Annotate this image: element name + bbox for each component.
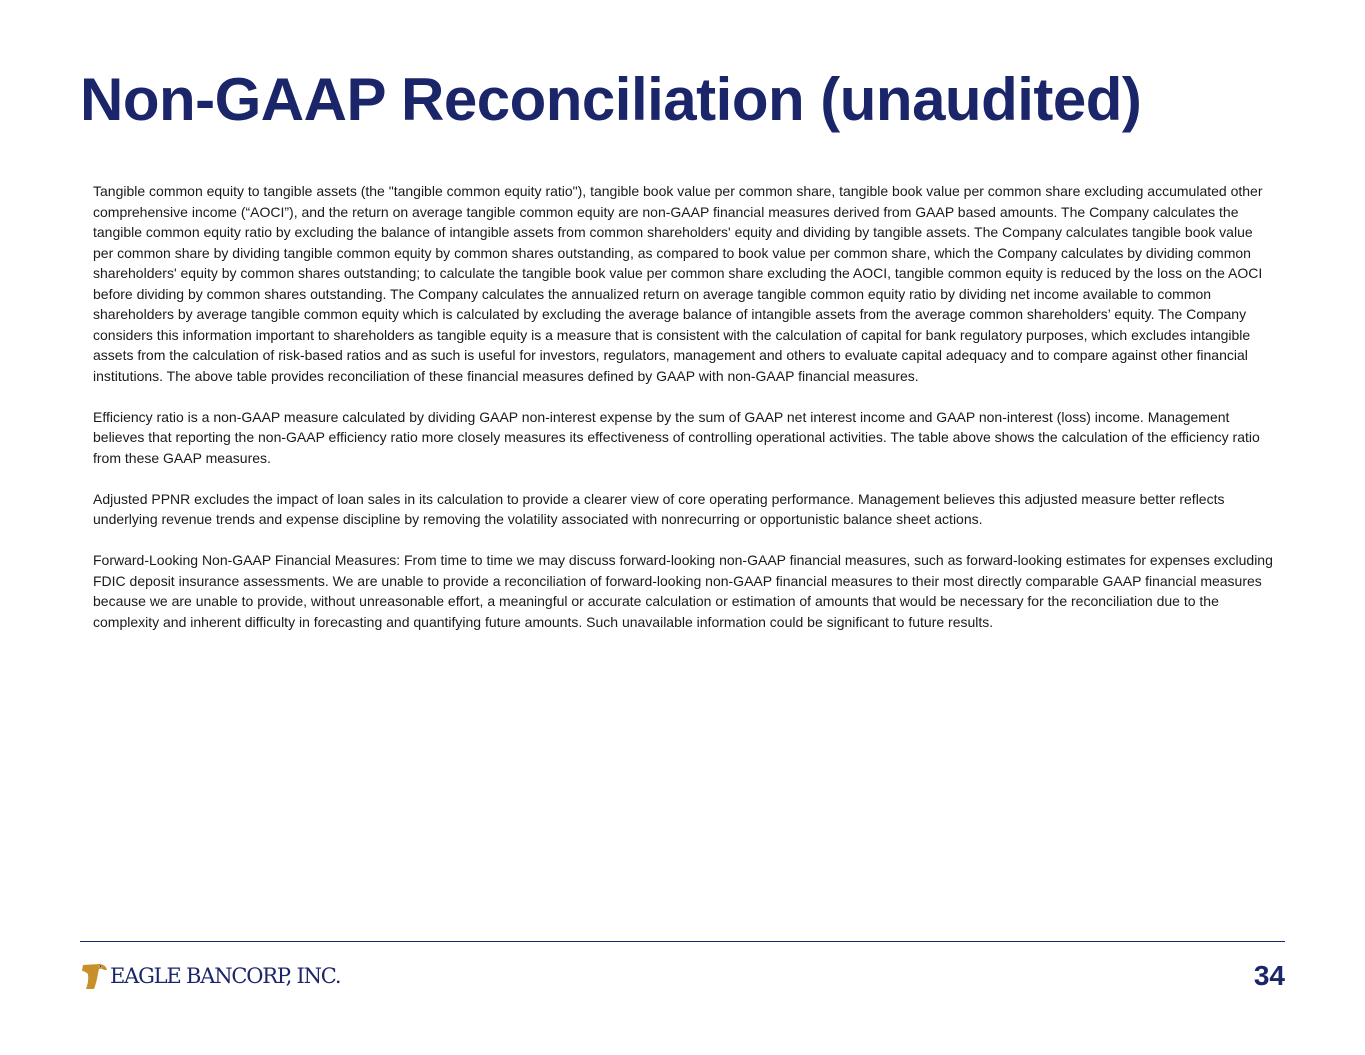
paragraph-tangible-equity: Tangible common equity to tangible assets (the "tangible common equity ratio"), tangible book value per common share, tangible book value per common share excluding accumulated other comprehensive income (“AOCI”), and the return on average tangible common equity are non-GAAP financial measures derived from GAAP based amounts. The Company calculates the tangible common equity ratio by excluding the balance of intangible assets from common shareholders' equity and dividing by tangible assets. The Company calculates tangible book value per common share by dividing tangible common equity by common shares outstanding, as compared to book value per common share, which the Company calculates by dividing common shareholders' equity by common shares outstanding; to calculate the tangible book value per common share excluding the AOCI, tangible common equity is reduced by the loss on the AOCI before dividing by common shares outstanding. The Company calculates the annualized return on average tangible common equity ratio by dividing net income available to common shareholders by average tangible common equity which is calculated by excluding the average balance of intangible assets from the average common shareholders’ equity. The Company considers this information important to shareholders as tangible equity is a measure that is consistent with the calculation of capital for bank regulatory purposes, which excludes intangible assets from the calculation of risk-based ratios and as such is useful for investors, regulators, management and others to evaluate capital adequacy and to compare against other financial institutions. The above table provides reconciliation of these financial measures defined by GAAP with non-GAAP financial measures. <box>93 183 1263 384</box>
disclosure-text <box>93 181 1275 653</box>
paragraph-adjusted-ppnr: Adjusted PPNR excludes the impact of loan sales in its calculation to provide a clearer view of core operating performance. Management believes this adjusted measure better reflects underlying revenue trends and expense discipline by removing the volatility associated with nonrecurring or opportunistic balance sheet actions. <box>93 490 1225 527</box>
page-title: Non-GAAP Reconciliation (unaudited) <box>80 66 1142 133</box>
logo-text: EAGLE BANCORP, INC. <box>110 964 341 988</box>
company-logo <box>80 960 340 992</box>
footer-divider <box>80 941 1285 942</box>
eagle-head-icon <box>80 961 108 991</box>
paragraph-efficiency-ratio: Efficiency ratio is a non-GAAP measure calculated by dividing GAAP non-interest expense by the sum of GAAP net interest income and GAAP non-interest (loss) income. Management believes that reporting the non-GAAP efficiency ratio more closely measures its effectiveness of controlling operational activities. The table above shows the calculation of the efficiency ratio from these GAAP measures. <box>93 408 1260 466</box>
paragraph-forward-looking: Forward-Looking Non-GAAP Financial Measures: From time to time we may discuss forward-looking non-GAAP financial measures, such as forward-looking estimates for expenses excluding FDIC deposit insurance assessments. We are unable to provide a reconciliation of forward-looking non-GAAP financial measures to their most directly comparable GAAP financial measures because we are unable to provide, without unreasonable effort, a meaningful or accurate calculation or estimation of amounts that would be necessary for the reconciliation due to the complexity and inherent difficulty in forecasting and quantifying future amounts. Such unavailable information could be significant to future results. <box>93 552 1273 630</box>
page-number: 34 <box>1253 960 1285 991</box>
